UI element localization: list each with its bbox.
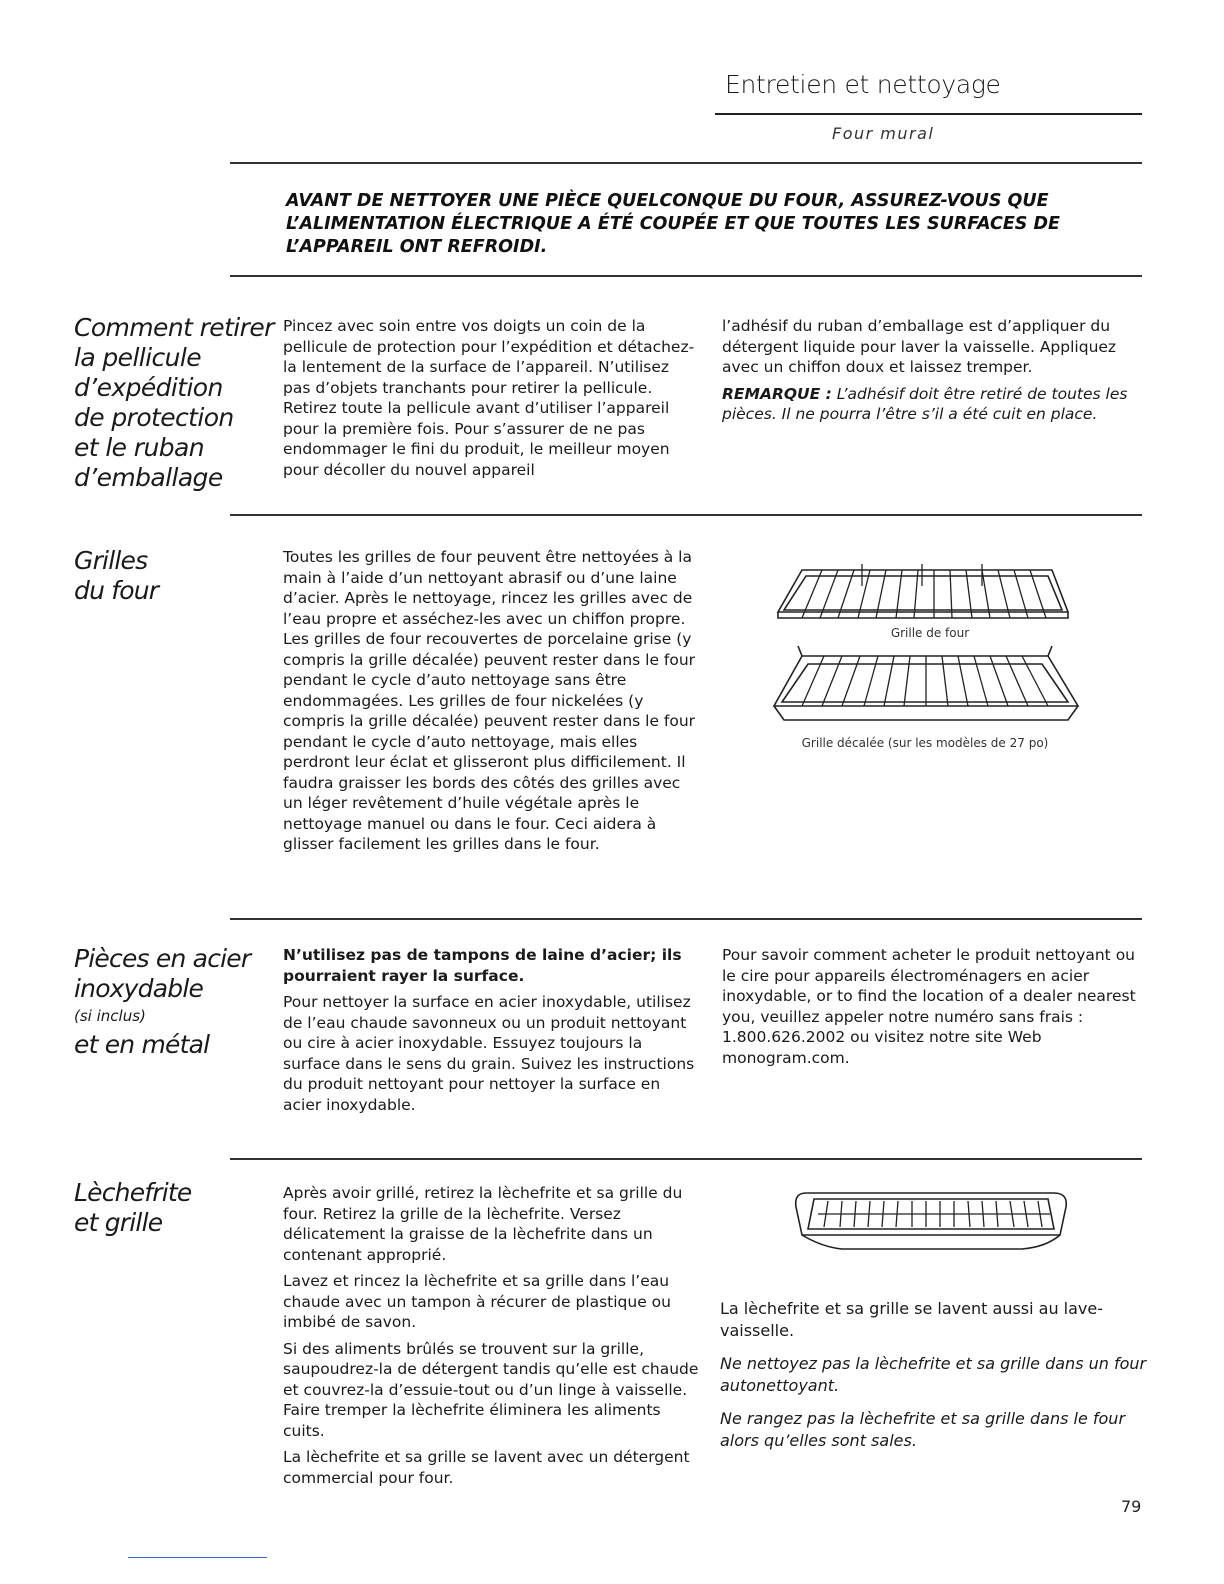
title-line: Lèchefrite [74,1178,192,1207]
title-line: et le ruban [74,433,204,462]
title-line: d’emballage [74,463,223,492]
section-title-stainless [74,944,250,1060]
section-title-broiler-pan [74,1178,192,1238]
offset-rack-illustration [770,644,1082,728]
paragraph: Pincez avec soin entre vos doigts un coin de la pellicule de protection pour l’expédition et détachez-la lentement de la surface de l’appareil. N’utilisez pas d’objets tranchants pour retirer la pellicule. Retirez toute la pellicule avant d’utiliser l’appareil pour la première fois. Pour s’assurer de ne pas endommager le fini du produit, le meilleur moyen pour décoller du nouvel appareil [283,317,695,479]
title-line: et en métal [74,1030,210,1059]
remark [722,384,1147,425]
divider [230,514,1142,516]
title-line: du four [74,576,159,605]
paragraph: Pour savoir comment acheter le produit nettoyant ou le cire pour appareils électroménagers en acier inoxydable, or to find the location of a dealer nearest you, veuillez appeler notre numéro sans frais : 1.800.626.2002 ou visitez notre site Web monogram.com. [722,946,1136,1067]
paragraph: La lèchefrite et sa grille se lavent aussi au lave-vaisselle. [720,1299,1104,1340]
remark-text: L’adhésif doit être retiré de toutes les pièces. Il ne pourra l’être s’il a été cuit en place. [722,384,1128,423]
paragraph: Lavez et rincez la lèchefrite et sa grille dans l’eau chaude avec un tampon à récurer de plastique ou imbibé de savon. [283,1272,671,1331]
caption-oven-rack: Grille de four [890,626,970,640]
paragraph: Pour nettoyer la surface en acier inoxydable, utilisez de l’eau chaude savonneux ou un produit nettoyant ou cire à acier inoxydable. Essuyez toujours la surface dans le sens du grain. Suivez les instructions du produit nettoyant pour nettoyer la surface en acier inoxydable. [283,993,695,1114]
divider [230,275,1142,277]
caution-paragraph: Ne nettoyez pas la lèchefrite et sa grille dans un four autonettoyant. [720,1354,1147,1395]
title-line: Comment retirer [74,313,274,342]
safety-warning: AVANT DE NETTOYER UNE PIÈCE QUELCONQUE DU FOUR, ASSUREZ-VOUS QUE L’ALIMENTATION ÉLECTRIQUE A ÉTÉ COUPÉE ET QUE TOUTES LES SURFACES DE L’APPAREIL ONT REFROIDI. [286,191,1060,257]
section-title-oven-racks [74,546,158,606]
section-title-shipping-film [74,313,274,493]
title-line: inoxydable [74,974,204,1003]
paragraph: Si des aliments brûlés se trouvent sur la grille, saupoudrez-la de détergent tandis qu’elle est chaude et couvrez-la d’essuie-tout ou d’un linge à vaisselle. Faire tremper la lèchefrite éliminera les aliments cuits. [283,1339,699,1440]
section4-col1 [283,1183,701,1494]
caption-offset-rack: Grille décalée (sur les modèles de 27 po) [801,736,1049,750]
section1-col2 [722,316,1147,431]
page-number: 79 [1121,1497,1142,1516]
oven-rack-illustration [772,562,1072,630]
header-divider [715,113,1142,115]
paragraph: l’adhésif du ruban d’emballage est d’appliquer du détergent liquide pour laver la vaisselle. Appliquez avec un chiffon doux et laissez tremper. [722,317,1117,376]
section2-col1 [283,547,701,861]
divider [230,918,1142,920]
section3-col2 [722,945,1147,1074]
paragraph: Toutes les grilles de four peuvent être nettoyées à la main à l’aide d’un nettoyant abrasif ou d’une laine d’acier. Après le nettoyage, rincez les grilles avec de l’eau propre et asséchez-les avec un chiffon propre. Les grilles de four recouvertes de porcelaine grise (y compris la grille décalée) peuvent rester dans le four pendant le cycle d’auto nettoyage sans être endommagées. Les grilles de four nickelées (y compris la grille décalée) peuvent rester dans le four pendant le cycle d’auto nettoyage, mais elles perdront leur éclat et glisseront plus difficilement. Il faudra graisser les bords des côtés des grilles avec un léger revêtement d’huile végétale après le nettoyage manuel ou dans le four. Ceci aidera à glisser facilement les grilles dans le four. [283,548,696,853]
paragraph: La lèchefrite et sa grille se lavent avec un détergent commercial pour four. [283,1448,690,1487]
page-header-subtitle: Four mural [832,124,935,143]
divider [230,162,1142,164]
title-note: (si inclus) [74,1007,146,1025]
warning-paragraph: N’utilisez pas de tampons de laine d’acier; ils pourraient rayer la surface. [283,946,682,985]
section1-col1 [283,316,701,486]
title-line: et grille [74,1208,163,1237]
caution-paragraph: Ne rangez pas la lèchefrite et sa grille dans le four alors qu’elles sont sales. [720,1409,1126,1450]
section4-col2 [720,1298,1150,1458]
remark-label: REMARQUE : [722,384,832,403]
paragraph: Après avoir grillé, retirez la lèchefrite et sa grille du four. Retirez la grille de la lèchefrite. Versez délicatement la graisse de la lèchefrite dans un contenant approprié. [283,1184,683,1264]
section3-col1 [283,945,701,1121]
title-line: la pellicule [74,343,202,372]
title-line: d’expédition [74,373,223,402]
title-line: Pièces en acier [74,944,251,973]
divider [230,1158,1142,1160]
broiler-pan-illustration [792,1185,1074,1257]
page-header-title: Entretien et nettoyage [725,70,1001,99]
footer-line [128,1557,267,1558]
title-line: Grilles [74,546,148,575]
title-line: de protection [74,403,234,432]
